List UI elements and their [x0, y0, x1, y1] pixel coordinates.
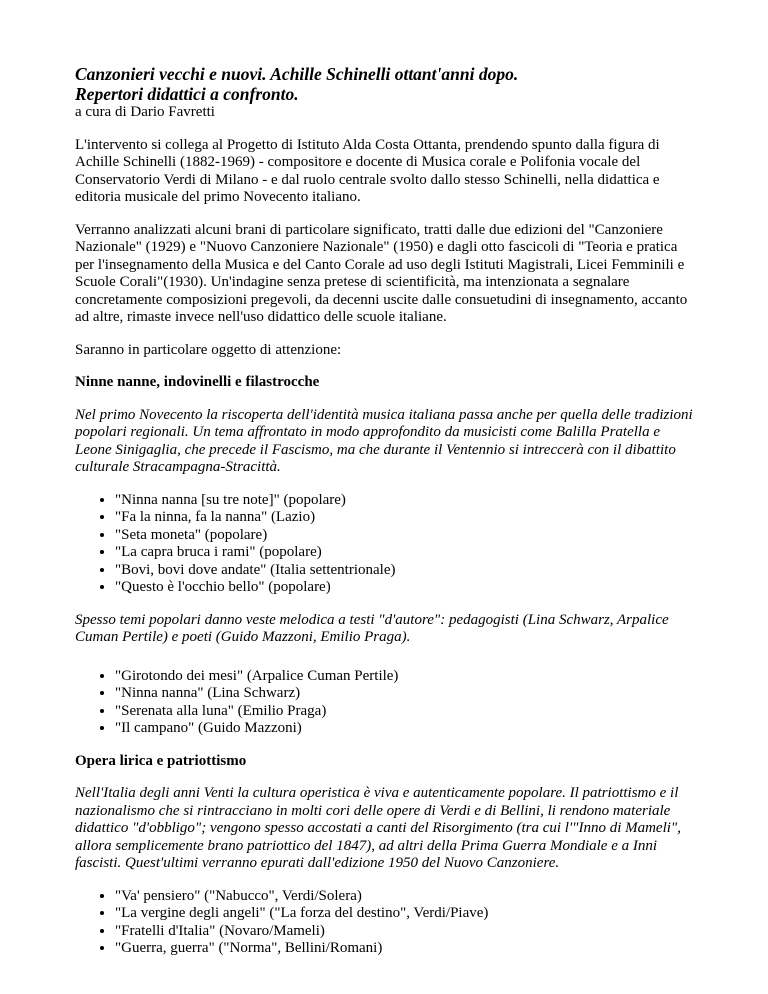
- list-item: • "Serenata alla luna" (Emilio Praga): [115, 703, 700, 721]
- document-page: [75, 64, 700, 973]
- intro-paragraph-2: Verranno analizzati alcuni brani di particolare significato, tratti dalle due edizioni del "Canzoniere Nazionale" (1929) e "Nuovo Canzoniere Nazionale" (1950) e dagli otto fascicoli di "Teoria e pratica per l'insegnamento della Musica e del Canto Corale ad uso degli Istituti Magistrali, Licei Femminili e Scuole Corali"(1930). Un'indagine senza pretese di scientificità, ma intenzionata a segnalare concretamente composizioni pregevoli, da decenni uscite dalle consuetudini di insegnamento, accanto ad altre, rimaste invece nell'uso didattico delle scuole italiane.: [75, 221, 688, 325]
- intro-paragraph-3: Saranno in particolare oggetto di attenzione:: [75, 341, 342, 358]
- byline: a cura di Dario Favretti: [75, 104, 215, 120]
- section-heading-ninne-nanne: Ninne nanne, indovinelli e filastrocche: [75, 374, 320, 390]
- list-item: • "Guerra, guerra" ("Norma", Bellini/Romani): [115, 940, 700, 958]
- song-list-3: [75, 888, 700, 958]
- list-item: • "Ninna nanna" (Lina Schwarz): [115, 685, 700, 703]
- list-item: • "La vergine degli angeli" ("La forza del destino", Verdi/Piave): [115, 905, 700, 923]
- list-item: • "Fratelli d'Italia" (Novaro/Mameli): [115, 923, 700, 941]
- section-2-description: Nell'Italia degli anni Venti la cultura operistica è viva e autenticamente popolare. Il patriottismo e il nazionalismo che si rintracciano in molti cori delle opere di Verdi e di Bellini, li rendono materiale didattico "d'obbligo"; vengono spesso accostati a canti del Risorgimento (tra cui l'"Inno di Mameli", allora semplicemente brano patriottico del 1847), ad altri della Prima Guerra Mondiale e a Inni fascisti. Quest'ultimi verranno epurati dall'edizione 1950 del Nuovo Canzoniere.: [75, 785, 681, 871]
- document-title: [75, 64, 700, 104]
- title-line-2: Repertori didattici a confronto.: [75, 84, 299, 104]
- list-item: • "Va' pensiero" ("Nabucco", Verdi/Solera): [115, 888, 700, 906]
- list-item: • "Seta moneta" (popolare): [115, 527, 700, 545]
- list-item: • "Ninna nanna [su tre note]" (popolare): [115, 492, 700, 510]
- song-list-1: [75, 492, 700, 597]
- list-item: • "Questo è l'occhio bello" (popolare): [115, 579, 700, 597]
- section-1-description-2: Spesso temi popolari danno veste melodica a testi "d'autore": pedagogisti (Lina Schwarz, Arpalice Cuman Pertile) e poeti (Guido Mazzoni, Emilio Praga).: [75, 611, 669, 645]
- list-item: • "La capra bruca i rami" (popolare): [115, 544, 700, 562]
- list-item: • "Fa la ninna, fa la nanna" (Lazio): [115, 509, 700, 527]
- title-line-1: Canzonieri vecchi e nuovi. Achille Schinelli ottant'anni dopo.: [75, 64, 519, 84]
- song-list-2: [75, 668, 700, 738]
- section-heading-opera-lirica: Opera lirica e patriottismo: [75, 752, 247, 769]
- list-item: • "Bovi, bovi dove andate" (Italia settentrionale): [115, 562, 700, 580]
- list-item: • "Girotondo dei mesi" (Arpalice Cuman Pertile): [115, 668, 700, 686]
- section-1-description: Nel primo Novecento la riscoperta dell'identità musica italiana passa anche per quella delle tradizioni popolari regionali. Un tema affrontato in modo approfondito da musicisti come Balilla Pratella e Leone Sinigaglia, che precede il Fascismo, ma che durante il Ventennio si intreccerà con il dibattito culturale Stracampagna-Stracittà.: [75, 406, 693, 475]
- list-item: • "Il campano" (Guido Mazzoni): [115, 720, 700, 738]
- intro-paragraph-1: L'intervento si collega al Progetto di Istituto Alda Costa Ottanta, prendendo spunto dalla figura di Achille Schinelli (1882-1969) - compositore e docente di Musica corale e Polifonia vocale del Conservatorio Verdi di Milano - e dal ruolo centrale svolto dallo stesso Schinelli, nella didattica e editoria musicale del primo Novecento italiano.: [75, 136, 660, 205]
